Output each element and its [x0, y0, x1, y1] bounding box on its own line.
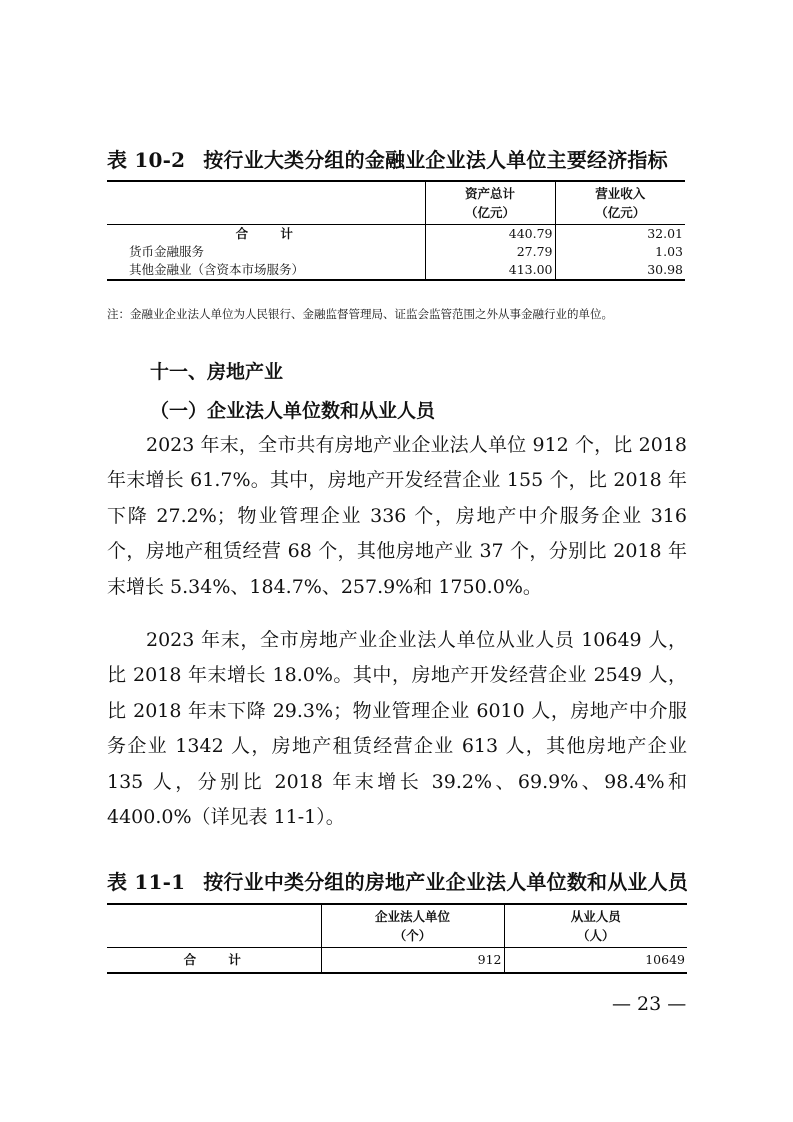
paragraph-employees: 2023 年末，全市房地产业企业法人单位从业人员 10649 人，比 2018 年末增长 18.0%。其中，房地产开发经营企业 2549 人，比 2018 年末下降 29.3%；物业管理企业 6010 人，房地产中介服务企业 1342 人，房地产租赁经营企业 613 人，其他房地产企业 135 人，分别比 2018 年末增长 39.2%、69.9%、98.4%和 4400.0%（详见表 11-1）。 [107, 629, 687, 829]
table-row [107, 948, 687, 974]
header-revenue-unit: （亿元） [595, 205, 646, 220]
page-number: — 23 — [612, 993, 687, 1015]
table-11-1-title [107, 866, 688, 895]
header-assets-unit: （亿元） [464, 205, 515, 220]
paragraph-units: 2023 年末，全市共有房地产业企业法人单位 912 个，比 2018 年末增长 61.7%。其中，房地产开发经营企业 155 个，比 2018 年下降 27.2%；物业管理企业 336 个，房地产中介服务企业 316 个，房地产租赁经营 68 个，其他房地产业 37 个，分别比 2018 年末增长 5.34%、184.7%、257.9%和 1750.0%。 [107, 434, 687, 598]
row-value-assets: 27.79 [425, 243, 555, 261]
table-10-2-note: 注：金融业企业法人单位为人民银行、金融监督管理局、证监会监管范围之外从事金融行业的单位。 [107, 307, 613, 321]
header-units-unit: （个） [393, 928, 432, 943]
row-label: 其他金融业（含资本市场服务） [107, 261, 425, 280]
row-value-revenue: 1.03 [555, 243, 685, 261]
table-header-row [107, 904, 687, 948]
row-value-assets: 440.79 [425, 225, 555, 244]
section-subheading: （一）企业法人单位数和从业人员 [150, 400, 436, 422]
header-revenue-name: 营业收入 [595, 186, 646, 201]
table-10-2 [107, 180, 685, 281]
table-row [107, 225, 685, 244]
table-header-row [107, 181, 685, 225]
table-11-1-title-text: 按行业中类分组的房地产业企业法人单位数和从业人员 [203, 870, 689, 894]
row-value-employees: 10649 [504, 948, 687, 974]
row-label: 合 计 [235, 226, 307, 241]
table-11-1-number: 表 11-1 [107, 870, 186, 894]
row-value-revenue: 32.01 [555, 225, 685, 244]
table-header-blank [107, 181, 425, 225]
table-header-assets [425, 181, 555, 225]
row-value-units: 912 [321, 948, 504, 974]
table-header-employees [504, 904, 687, 948]
table-header-units [321, 904, 504, 948]
header-employees-name: 从业人员 [570, 909, 621, 924]
table-10-2-title-text: 按行业大类分组的金融业企业法人单位主要经济指标 [203, 148, 668, 172]
table-11-1 [107, 903, 687, 974]
table-header-blank [107, 904, 321, 948]
table-header-revenue [555, 181, 685, 225]
table-row [107, 243, 685, 261]
row-value-assets: 413.00 [425, 261, 555, 280]
row-label: 合 计 [107, 948, 321, 974]
header-employees-unit: （人） [576, 928, 615, 943]
row-value-revenue: 30.98 [555, 261, 685, 280]
header-units-name: 企业法人单位 [374, 909, 450, 924]
header-assets-name: 资产总计 [464, 186, 515, 201]
table-10-2-number: 表 10-2 [107, 148, 186, 172]
table-10-2-title [107, 144, 668, 173]
row-label: 货币金融服务 [129, 244, 205, 259]
section-heading: 十一、房地产业 [150, 361, 284, 383]
table-row [107, 261, 685, 280]
